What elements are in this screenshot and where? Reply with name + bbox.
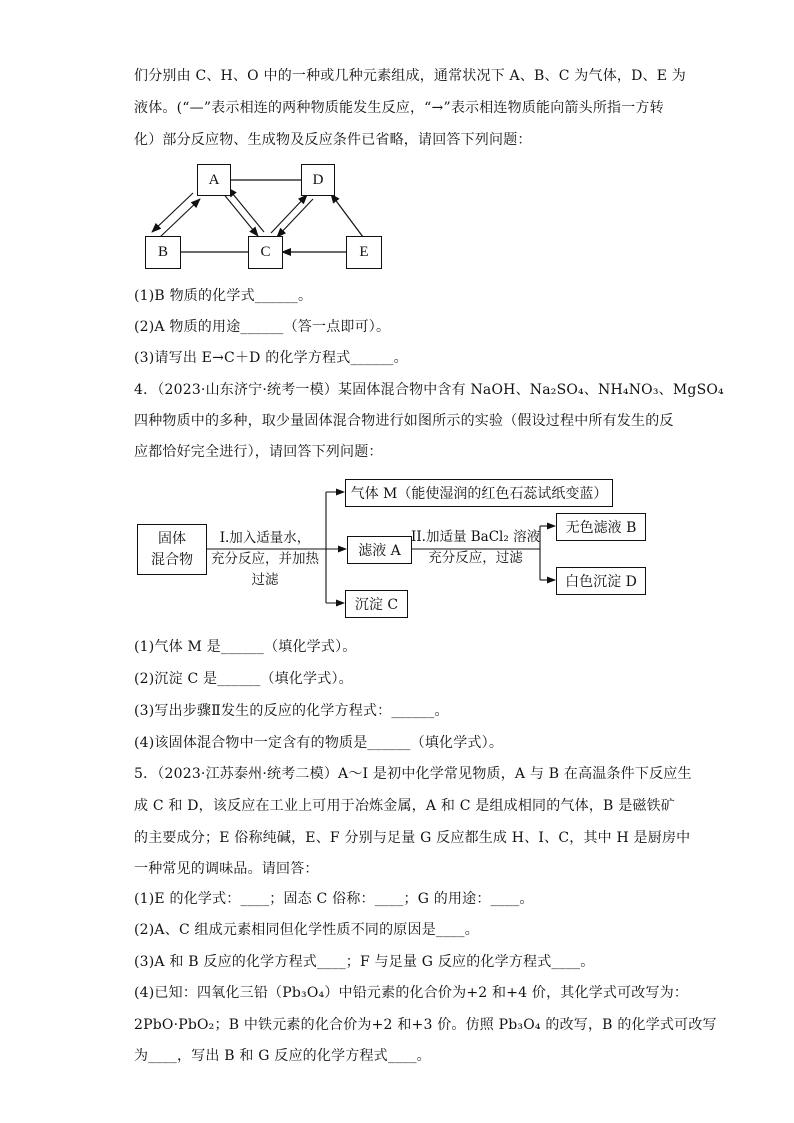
step2-line-1: II.加适量 BaCl₂ 溶液 [411,529,541,545]
q5-part-1: (1)E 的化学式：____；固态 C 俗称：____；G 的用途：____。 [134,891,534,907]
q4-part-2: (2)沉淀 C 是______（填化学式）。 [134,671,353,687]
node-d: D [301,164,335,196]
q3-part-1: (1)B 物质的化学式______。 [134,288,313,304]
node-a: A [197,164,231,196]
intro-line-3: 化）部分反应物、生成物及反应条件已省略，请回答下列问题： [134,132,532,148]
q4-line-3: 应都恰好完全进行），请回答下列问题： [134,444,383,460]
step2-label [411,527,540,569]
node-b: B [145,236,181,269]
intro-line-1: 们分别由 C、H、O 中的一种或几种元素组成，通常状况下 A、B、C 为气体，D、E 为 [134,68,687,84]
q4-line-1: 4．（2023·山东济宁·统考一模）某固体混合物中含有 NaOH、Na₂SO₄、NH₄NO₃、MgSO₄ [134,382,724,398]
gas-m-box: 气体 M（能使湿润的红色石蕊试纸变蓝） [345,479,613,507]
node-e: E [346,236,382,269]
solid-line-1: 固体 [158,530,186,547]
precipitate-c-box: 沉淀 C [345,590,408,618]
q5-part-4-line-3: 为____，写出 B 和 G 反应的化学方程式____。 [134,1048,431,1064]
q5-part-2: (2)A、C 组成元素相同但化学性质不同的原因是____。 [134,922,479,938]
step1-line-2: 充分反应，并加热 [211,551,319,567]
q4-part-4: (4)该固体混合物中一定含有的物质是______（填化学式）。 [134,735,504,751]
node-c: C [248,236,283,269]
q3-part-3: (3)请写出 E→C＋D 的化学方程式______。 [134,350,408,366]
filtrate-b-box: 无色滤液 B [556,513,646,541]
q5-part-3: (3)A 和 B 反应的化学方程式____；F 与足量 G 反应的化学方程式____。 [134,954,595,970]
q5-part-4-line-2: 2PbO·PbO₂；B 中铁元素的化合价为+2 和+3 价。仿照 Pb₃O₄ 的改写，B 的化学式可改写 [134,1017,717,1033]
solid-mixture-box [137,524,207,575]
filtrate-a-box: 滤液 A [347,536,412,564]
q5-line-1: 5．（2023·江苏泰州·统考二模）A～I 是初中化学常见物质，A 与 B 在高温条件下反应生 [134,766,692,782]
step1-label [205,528,325,591]
q5-line-3: 的主要成分；E 俗称纯碱，E、F 分别与足量 G 反应都生成 H、I、C，其中 H 是厨房中 [134,830,691,846]
step2-line-2: 充分反应，过滤 [428,550,523,566]
q5-part-4-line-1: (4)已知：四氧化三铅（Pb₃O₄）中铅元素的化合价为+2 和+4 价，其化学式可改写为： [134,985,689,1001]
solid-line-2: 混合物 [151,551,193,568]
q4-line-2: 四种物质中的多种，取少量固体混合物进行如图所示的实验（假设过程中所有发生的反 [134,413,674,429]
q4-part-1: (1)气体 M 是______（填化学式）。 [134,639,357,655]
step1-line-1: I.加入适量水， [219,530,311,546]
precipitate-d-box: 白色沉淀 D [556,567,646,595]
q5-line-2: 成 C 和 D，该反应在工业上可用于冶炼金属，A 和 C 是组成相同的气体，B 是磁铁矿 [134,798,675,814]
step1-line-3: 过滤 [251,572,279,588]
q4-part-3: (3)写出步骤Ⅱ发生的反应的化学方程式：______。 [134,703,449,719]
q5-line-4: 一种常见的调味品。请回答： [134,861,319,877]
q3-part-2: (2)A 物质的用途______（答一点即可）。 [134,319,391,335]
intro-line-2: 液体。(“—”表示相连的两种物质能发生反应，“→”表示相连物质能向箭头所指一方转 [134,100,664,116]
